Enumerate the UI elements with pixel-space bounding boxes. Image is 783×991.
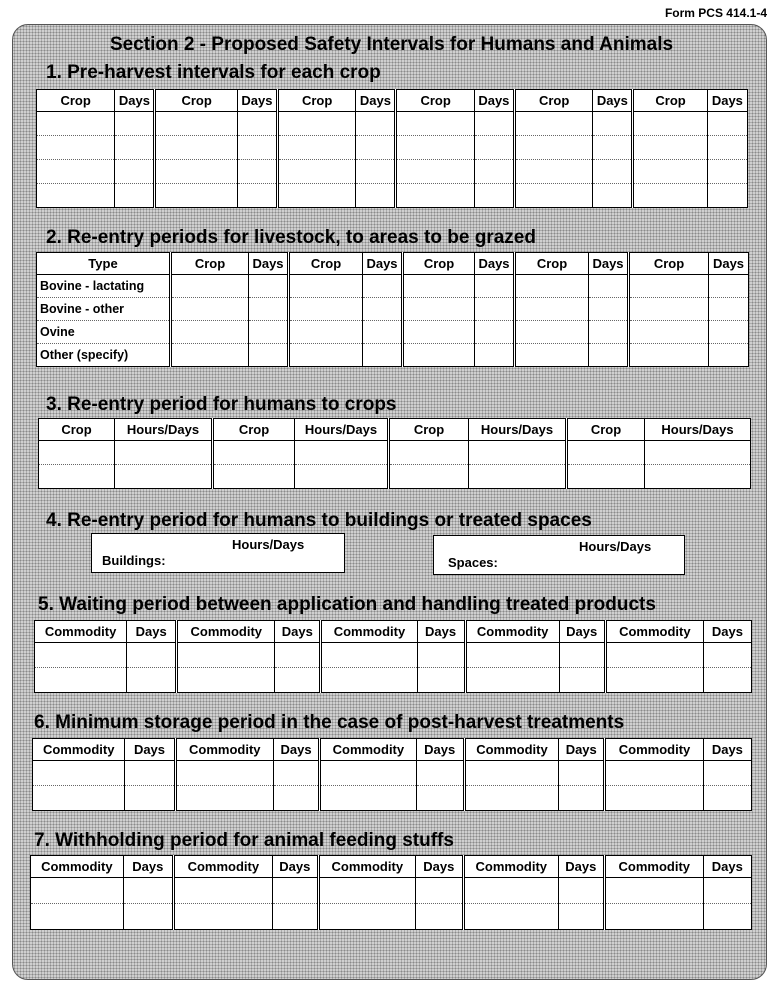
entry-cell[interactable] bbox=[629, 321, 709, 344]
entry-cell[interactable] bbox=[37, 160, 115, 184]
table-row bbox=[37, 136, 748, 160]
entry-cell[interactable] bbox=[31, 878, 124, 904]
buildings-label: Buildings: bbox=[102, 553, 166, 568]
col-header-value: Days bbox=[589, 253, 629, 275]
entry-cell[interactable] bbox=[464, 786, 558, 811]
entry-cell[interactable] bbox=[237, 160, 277, 184]
col-header-value: Days bbox=[275, 621, 321, 643]
entry-cell[interactable] bbox=[356, 184, 396, 208]
entry-cell[interactable] bbox=[37, 184, 115, 208]
col-header-item: Crop bbox=[396, 90, 474, 112]
entry-cell[interactable] bbox=[115, 465, 213, 489]
entry-cell[interactable] bbox=[396, 160, 474, 184]
col-header-item: Commodity bbox=[173, 856, 272, 878]
entry-cell[interactable] bbox=[177, 643, 275, 668]
entry-cell[interactable] bbox=[155, 112, 237, 136]
entry-cell[interactable] bbox=[567, 441, 645, 465]
col-header-value: Days bbox=[703, 856, 751, 878]
col-header-value: Days bbox=[415, 856, 463, 878]
entry-cell[interactable] bbox=[514, 136, 592, 160]
entry-cell[interactable] bbox=[589, 275, 629, 298]
col-header-value: Days bbox=[707, 90, 747, 112]
entry-cell[interactable] bbox=[273, 786, 319, 811]
entry-cell[interactable] bbox=[707, 160, 747, 184]
entry-cell[interactable] bbox=[709, 321, 749, 344]
entry-cell[interactable] bbox=[463, 904, 558, 930]
col-header-value: Days bbox=[559, 621, 605, 643]
spaces-label: Spaces: bbox=[448, 555, 498, 570]
entry-cell[interactable] bbox=[709, 275, 749, 298]
s6-heading: 6. Minimum storage period in the case of post-harvest treatments bbox=[34, 712, 625, 733]
entry-cell[interactable] bbox=[389, 465, 469, 489]
entry-cell[interactable] bbox=[633, 184, 707, 208]
entry-cell[interactable] bbox=[559, 786, 605, 811]
col-header-value: Days bbox=[272, 856, 318, 878]
col-header-item: Crop bbox=[39, 419, 115, 441]
entry-cell[interactable] bbox=[115, 136, 155, 160]
livestock-type-label: Ovine bbox=[37, 321, 171, 344]
storage-period-table bbox=[32, 738, 752, 811]
col-header-item: Commodity bbox=[605, 621, 703, 643]
col-header-item: Crop bbox=[567, 419, 645, 441]
col-header-value: Hours/Days bbox=[115, 419, 213, 441]
col-header-item: Crop bbox=[514, 90, 592, 112]
entry-cell[interactable] bbox=[295, 441, 389, 465]
entry-cell[interactable] bbox=[115, 112, 155, 136]
col-header-item: Commodity bbox=[465, 621, 559, 643]
entry-cell[interactable] bbox=[474, 184, 514, 208]
entry-cell[interactable] bbox=[127, 668, 177, 693]
entry-cell[interactable] bbox=[593, 136, 633, 160]
table-row bbox=[35, 668, 752, 693]
entry-cell[interactable] bbox=[633, 112, 707, 136]
buildings-unit: Hours/Days bbox=[232, 537, 305, 552]
col-header-item: Commodity bbox=[604, 856, 703, 878]
col-header-value: Days bbox=[593, 90, 633, 112]
entry-cell[interactable] bbox=[35, 643, 127, 668]
entry-cell[interactable] bbox=[320, 786, 416, 811]
table-row bbox=[37, 275, 749, 298]
entry-cell[interactable] bbox=[289, 298, 363, 321]
col-header-value: Days bbox=[125, 739, 175, 761]
entry-cell[interactable] bbox=[589, 321, 629, 344]
s1-heading: 1. Pre-harvest intervals for each crop bbox=[46, 62, 381, 83]
entry-cell[interactable] bbox=[277, 112, 355, 136]
livestock-type-label: Bovine - other bbox=[37, 298, 171, 321]
col-header-value: Days bbox=[123, 856, 173, 878]
entry-cell[interactable] bbox=[559, 668, 605, 693]
entry-cell[interactable] bbox=[465, 643, 559, 668]
col-header-item: Commodity bbox=[175, 739, 273, 761]
entry-cell[interactable] bbox=[272, 904, 318, 930]
entry-cell[interactable] bbox=[703, 786, 751, 811]
col-header-value: Days bbox=[558, 856, 604, 878]
table-row bbox=[31, 878, 752, 904]
entry-cell[interactable] bbox=[321, 668, 417, 693]
col-header-value: Days bbox=[475, 253, 515, 275]
entry-cell[interactable] bbox=[321, 643, 417, 668]
entry-cell[interactable] bbox=[593, 184, 633, 208]
entry-cell[interactable] bbox=[39, 465, 115, 489]
entry-cell[interactable] bbox=[356, 136, 396, 160]
col-header-item: Commodity bbox=[463, 856, 558, 878]
entry-cell[interactable] bbox=[515, 321, 589, 344]
col-header-item: Crop bbox=[37, 90, 115, 112]
col-header-value: Days bbox=[559, 739, 605, 761]
col-header-value: Days bbox=[363, 253, 403, 275]
entry-cell[interactable] bbox=[123, 878, 173, 904]
entry-cell[interactable] bbox=[249, 298, 289, 321]
col-header-item: Commodity bbox=[464, 739, 558, 761]
col-header-item: Crop bbox=[155, 90, 237, 112]
entry-cell[interactable] bbox=[633, 160, 707, 184]
entry-cell[interactable] bbox=[415, 878, 463, 904]
col-header-value: Days bbox=[709, 253, 749, 275]
entry-cell[interactable] bbox=[403, 321, 475, 344]
entry-cell[interactable] bbox=[127, 643, 177, 668]
form-id: Form PCS 414.1-4 bbox=[664, 6, 767, 20]
entry-cell[interactable] bbox=[155, 136, 237, 160]
table-row bbox=[39, 441, 751, 465]
entry-cell[interactable] bbox=[155, 184, 237, 208]
entry-cell[interactable] bbox=[417, 668, 465, 693]
entry-cell[interactable] bbox=[277, 136, 355, 160]
entry-cell[interactable] bbox=[475, 344, 515, 367]
table-row bbox=[31, 904, 752, 930]
col-header-value: Days bbox=[273, 739, 319, 761]
table-row bbox=[33, 761, 752, 786]
entry-cell[interactable] bbox=[604, 878, 703, 904]
entry-cell[interactable] bbox=[249, 321, 289, 344]
entry-cell[interactable] bbox=[171, 298, 249, 321]
col-header-value: Hours/Days bbox=[645, 419, 751, 441]
entry-cell[interactable] bbox=[275, 668, 321, 693]
entry-cell[interactable] bbox=[558, 904, 604, 930]
entry-cell[interactable] bbox=[645, 441, 751, 465]
entry-cell[interactable] bbox=[605, 668, 703, 693]
entry-cell[interactable] bbox=[703, 904, 751, 930]
entry-cell[interactable] bbox=[171, 321, 249, 344]
entry-cell[interactable] bbox=[249, 275, 289, 298]
col-header-item: Crop bbox=[633, 90, 707, 112]
entry-cell[interactable] bbox=[707, 136, 747, 160]
entry-cell[interactable] bbox=[237, 184, 277, 208]
entry-cell[interactable] bbox=[115, 160, 155, 184]
livestock-reentry-table bbox=[36, 252, 749, 367]
table-row bbox=[39, 465, 751, 489]
entry-cell[interactable] bbox=[514, 112, 592, 136]
spaces-field[interactable] bbox=[433, 535, 685, 575]
entry-cell[interactable] bbox=[155, 160, 237, 184]
entry-cell[interactable] bbox=[403, 275, 475, 298]
col-header-item: Crop bbox=[171, 253, 249, 275]
entry-cell[interactable] bbox=[275, 643, 321, 668]
entry-cell[interactable] bbox=[589, 298, 629, 321]
table-row bbox=[37, 321, 749, 344]
entry-cell[interactable] bbox=[475, 298, 515, 321]
col-header-value: Hours/Days bbox=[469, 419, 567, 441]
col-header-value: Days bbox=[115, 90, 155, 112]
entry-cell[interactable] bbox=[416, 786, 464, 811]
col-header-item: Crop bbox=[403, 253, 475, 275]
entry-cell[interactable] bbox=[289, 275, 363, 298]
entry-cell[interactable] bbox=[177, 668, 275, 693]
entry-cell[interactable] bbox=[237, 136, 277, 160]
entry-cell[interactable] bbox=[709, 344, 749, 367]
table-row bbox=[37, 160, 748, 184]
table-row bbox=[37, 184, 748, 208]
col-header-item: Commodity bbox=[321, 621, 417, 643]
col-header-type: Type bbox=[37, 253, 171, 275]
entry-cell[interactable] bbox=[474, 160, 514, 184]
entry-cell[interactable] bbox=[475, 321, 515, 344]
entry-cell[interactable] bbox=[318, 878, 415, 904]
entry-cell[interactable] bbox=[363, 275, 403, 298]
entry-cell[interactable] bbox=[515, 275, 589, 298]
entry-cell[interactable] bbox=[175, 761, 273, 786]
livestock-type-label: Bovine - lactating bbox=[37, 275, 171, 298]
entry-cell[interactable] bbox=[289, 321, 363, 344]
entry-cell[interactable] bbox=[396, 136, 474, 160]
entry-cell[interactable] bbox=[356, 112, 396, 136]
entry-cell[interactable] bbox=[475, 275, 515, 298]
entry-cell[interactable] bbox=[289, 344, 363, 367]
col-header-item: Crop bbox=[277, 90, 355, 112]
s7-heading: 7. Withholding period for animal feeding stuffs bbox=[34, 830, 454, 851]
livestock-type-label: Other (specify) bbox=[37, 344, 171, 367]
entry-cell[interactable] bbox=[605, 643, 703, 668]
entry-cell[interactable] bbox=[272, 878, 318, 904]
entry-cell[interactable] bbox=[469, 465, 567, 489]
entry-cell[interactable] bbox=[37, 136, 115, 160]
entry-cell[interactable] bbox=[709, 298, 749, 321]
table-row bbox=[37, 344, 749, 367]
entry-cell[interactable] bbox=[403, 344, 475, 367]
entry-cell[interactable] bbox=[389, 441, 469, 465]
entry-cell[interactable] bbox=[707, 184, 747, 208]
spaces-unit: Hours/Days bbox=[579, 539, 652, 554]
entry-cell[interactable] bbox=[629, 275, 709, 298]
entry-cell[interactable] bbox=[277, 184, 355, 208]
buildings-field[interactable] bbox=[91, 533, 345, 573]
entry-cell[interactable] bbox=[173, 904, 272, 930]
col-header-item: Crop bbox=[213, 419, 295, 441]
entry-cell[interactable] bbox=[633, 136, 707, 160]
entry-cell[interactable] bbox=[703, 668, 751, 693]
entry-cell[interactable] bbox=[558, 878, 604, 904]
entry-cell[interactable] bbox=[474, 112, 514, 136]
section-title: Section 2 - Proposed Safety Intervals for Humans and Animals bbox=[109, 34, 674, 55]
entry-cell[interactable] bbox=[396, 184, 474, 208]
entry-cell[interactable] bbox=[515, 344, 589, 367]
entry-cell[interactable] bbox=[589, 344, 629, 367]
entry-cell[interactable] bbox=[469, 441, 567, 465]
entry-cell[interactable] bbox=[213, 441, 295, 465]
entry-cell[interactable] bbox=[115, 184, 155, 208]
entry-cell[interactable] bbox=[567, 465, 645, 489]
entry-cell[interactable] bbox=[175, 786, 273, 811]
entry-cell[interactable] bbox=[237, 112, 277, 136]
col-header-item: Commodity bbox=[320, 739, 416, 761]
entry-cell[interactable] bbox=[363, 298, 403, 321]
feeding-stuffs-table bbox=[30, 855, 752, 930]
entry-cell[interactable] bbox=[125, 761, 175, 786]
entry-cell[interactable] bbox=[605, 786, 703, 811]
entry-cell[interactable] bbox=[33, 761, 125, 786]
entry-cell[interactable] bbox=[559, 643, 605, 668]
entry-cell[interactable] bbox=[356, 160, 396, 184]
entry-cell[interactable] bbox=[416, 761, 464, 786]
col-header-value: Days bbox=[249, 253, 289, 275]
col-header-value: Days bbox=[237, 90, 277, 112]
entry-cell[interactable] bbox=[277, 160, 355, 184]
entry-cell[interactable] bbox=[173, 878, 272, 904]
entry-cell[interactable] bbox=[415, 904, 463, 930]
entry-cell[interactable] bbox=[115, 441, 213, 465]
entry-cell[interactable] bbox=[593, 112, 633, 136]
col-header-value: Days bbox=[474, 90, 514, 112]
entry-cell[interactable] bbox=[318, 904, 415, 930]
entry-cell[interactable] bbox=[403, 298, 475, 321]
pre-harvest-table bbox=[36, 89, 748, 208]
entry-cell[interactable] bbox=[39, 441, 115, 465]
entry-cell[interactable] bbox=[703, 761, 751, 786]
entry-cell[interactable] bbox=[707, 112, 747, 136]
col-header-item: Commodity bbox=[35, 621, 127, 643]
entry-cell[interactable] bbox=[465, 668, 559, 693]
entry-cell[interactable] bbox=[645, 465, 751, 489]
col-header-value: Days bbox=[127, 621, 177, 643]
entry-cell[interactable] bbox=[515, 298, 589, 321]
col-header-value: Days bbox=[417, 621, 465, 643]
entry-cell[interactable] bbox=[464, 761, 558, 786]
col-header-item: Commodity bbox=[31, 856, 124, 878]
entry-cell[interactable] bbox=[417, 643, 465, 668]
entry-cell[interactable] bbox=[604, 904, 703, 930]
entry-cell[interactable] bbox=[273, 761, 319, 786]
entry-cell[interactable] bbox=[123, 904, 173, 930]
entry-cell[interactable] bbox=[629, 344, 709, 367]
table-row bbox=[37, 112, 748, 136]
entry-cell[interactable] bbox=[295, 465, 389, 489]
col-header-item: Commodity bbox=[605, 739, 703, 761]
s3-heading: 3. Re-entry period for humans to crops bbox=[46, 394, 397, 415]
entry-cell[interactable] bbox=[213, 465, 295, 489]
s4-heading: 4. Re-entry period for humans to buildings or treated spaces bbox=[46, 510, 592, 531]
col-header-item: Crop bbox=[289, 253, 363, 275]
entry-cell[interactable] bbox=[37, 112, 115, 136]
human-crop-reentry-table bbox=[38, 418, 751, 489]
s5-heading: 5. Waiting period between application and handling treated products bbox=[38, 594, 656, 615]
entry-cell[interactable] bbox=[125, 786, 175, 811]
col-header-item: Crop bbox=[629, 253, 709, 275]
entry-cell[interactable] bbox=[363, 344, 403, 367]
entry-cell[interactable] bbox=[31, 904, 124, 930]
col-header-value: Days bbox=[703, 739, 751, 761]
entry-cell[interactable] bbox=[171, 275, 249, 298]
entry-cell[interactable] bbox=[463, 878, 558, 904]
entry-cell[interactable] bbox=[363, 321, 403, 344]
col-header-item: Commodity bbox=[33, 739, 125, 761]
col-header-value: Days bbox=[703, 621, 751, 643]
entry-cell[interactable] bbox=[703, 878, 751, 904]
entry-cell[interactable] bbox=[320, 761, 416, 786]
entry-cell[interactable] bbox=[35, 668, 127, 693]
entry-cell[interactable] bbox=[396, 112, 474, 136]
entry-cell[interactable] bbox=[605, 761, 703, 786]
entry-cell[interactable] bbox=[629, 298, 709, 321]
table-row bbox=[37, 298, 749, 321]
s2-heading: 2. Re-entry periods for livestock, to areas to be grazed bbox=[46, 227, 536, 248]
entry-cell[interactable] bbox=[474, 136, 514, 160]
entry-cell[interactable] bbox=[33, 786, 125, 811]
entry-cell[interactable] bbox=[593, 160, 633, 184]
col-header-item: Commodity bbox=[318, 856, 415, 878]
col-header-item: Crop bbox=[515, 253, 589, 275]
entry-cell[interactable] bbox=[249, 344, 289, 367]
entry-cell[interactable] bbox=[171, 344, 249, 367]
table-row bbox=[35, 643, 752, 668]
table-row bbox=[33, 786, 752, 811]
col-header-item: Commodity bbox=[177, 621, 275, 643]
handling-waiting-table bbox=[34, 620, 752, 693]
entry-cell[interactable] bbox=[514, 184, 592, 208]
entry-cell[interactable] bbox=[703, 643, 751, 668]
col-header-value: Hours/Days bbox=[295, 419, 389, 441]
col-header-value: Days bbox=[356, 90, 396, 112]
col-header-item: Crop bbox=[389, 419, 469, 441]
col-header-value: Days bbox=[416, 739, 464, 761]
entry-cell[interactable] bbox=[514, 160, 592, 184]
entry-cell[interactable] bbox=[559, 761, 605, 786]
